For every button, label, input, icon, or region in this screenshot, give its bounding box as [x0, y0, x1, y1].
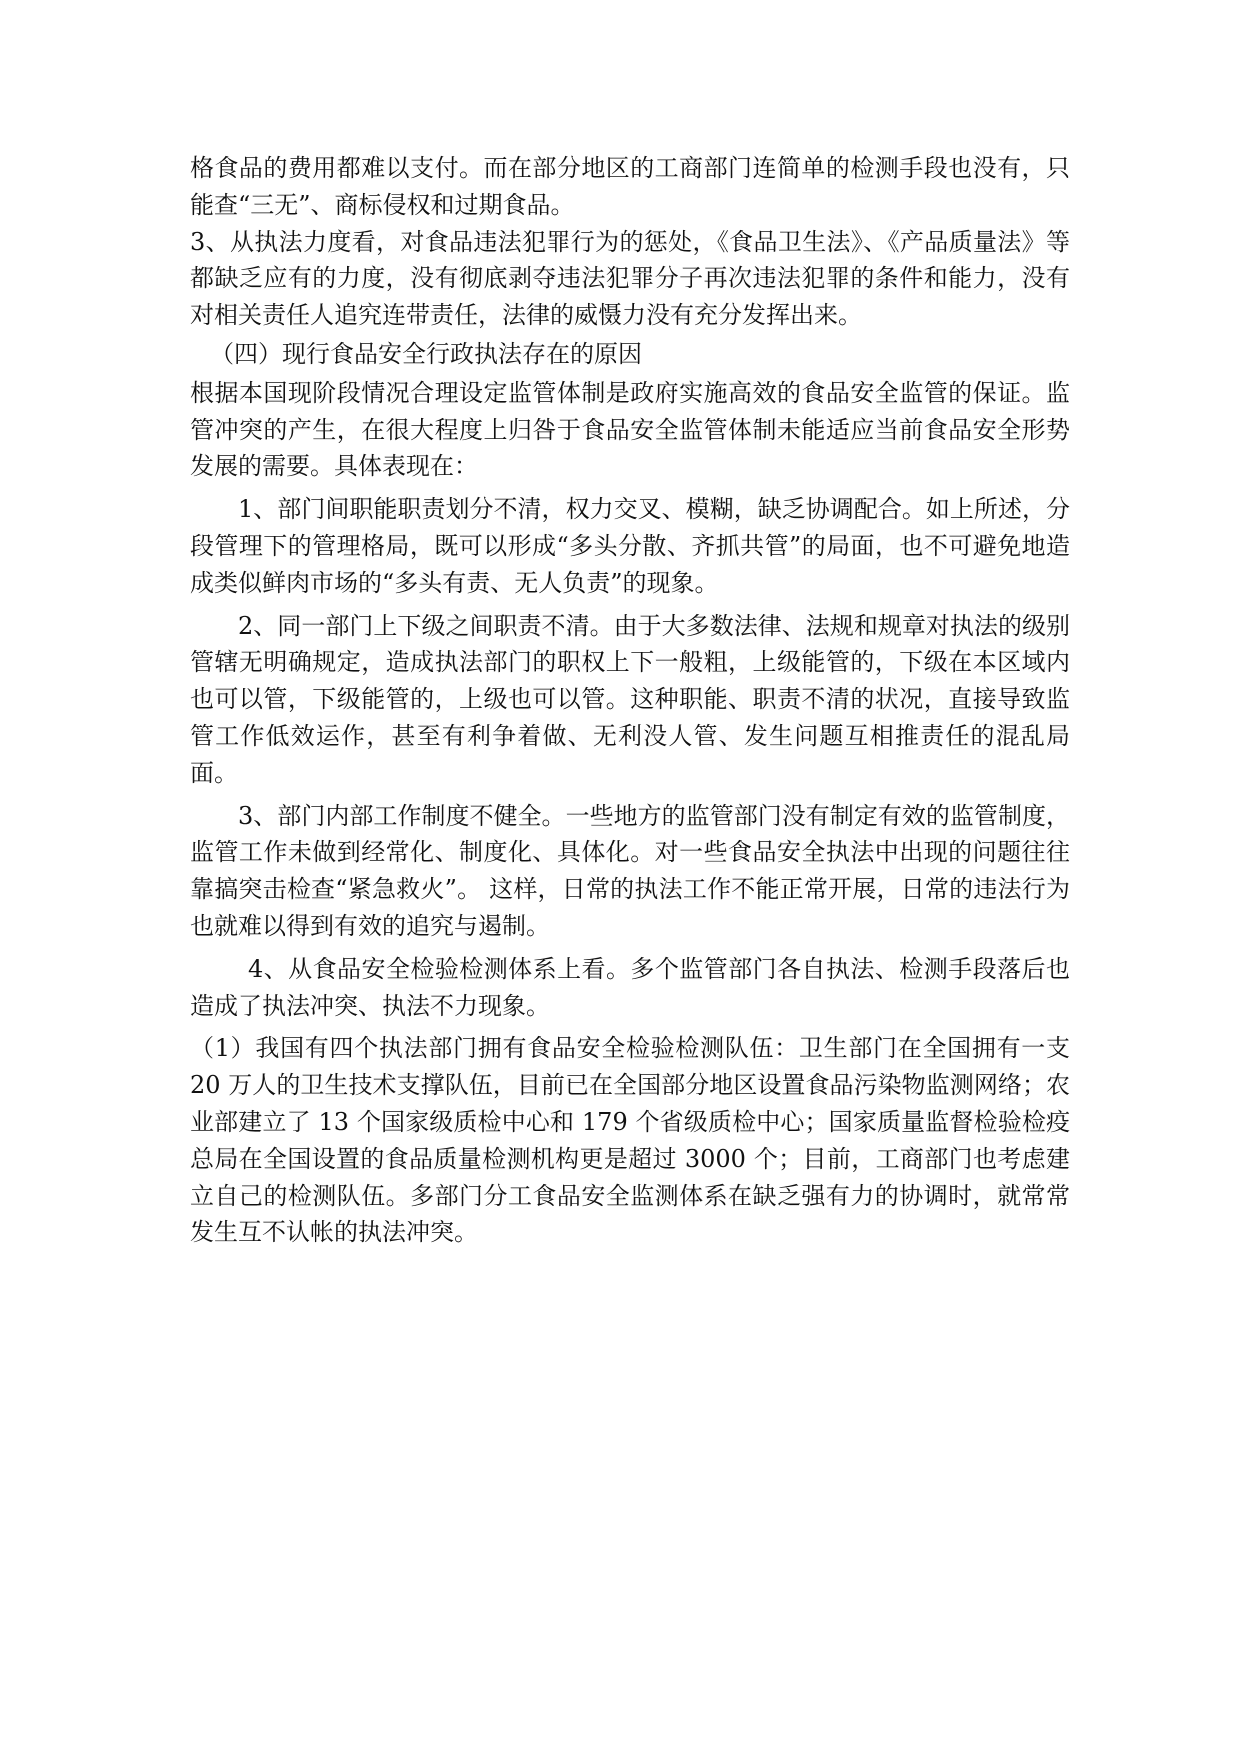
document-body	[190, 150, 1078, 1251]
paragraph-item-3: 3、部门内部工作制度不健全。一些地方的监管部门没有制定有效的监管制度，监管工作未做到经常化、制度化、具体化。对一些食品安全执法中出现的问题往往靠搞突击检查“紧急救火”。 这样，日常的执法工作不能正常开展，日常的违法行为也就难以得到有效的追究与遏制。	[190, 801, 1070, 940]
paragraph-continuation: 格食品的费用都难以支付。而在部分地区的工商部门连简单的检测手段也没有，只能查“三无”、商标侵权和过期食品。	[190, 154, 1070, 219]
paragraph-item-4: 4、从食品安全检验检测体系上看。多个监管部门各自执法、检测手段落后也造成了执法冲突、执法不力现象。	[190, 954, 1070, 1020]
section-heading-causes: （四）现行食品安全行政执法存在的原因	[210, 339, 642, 368]
paragraph-enforcement-strength: 3、从执法力度看，对食品违法犯罪行为的惩处，《食品卫生法》、《产品质量法》等都缺乏应有的力度，没有彻底剥夺违法犯罪分子再次违法犯罪的条件和能力，没有对相关责任人追究连带责任，法律的威慑力没有充分发挥出来。	[190, 227, 1070, 330]
paragraph-item-1: 1、部门间职能职责划分不清，权力交叉、模糊，缺乏协调配合。如上所述，分段管理下的管理格局，既可以形成“多头分散、齐抓共管”的局面，也不可避免地造成类似鲜肉市场的“多头有责、无人负责”的现象。	[190, 495, 1070, 597]
paragraph-supervision-system: 根据本国现阶段情况合理设定监管体制是政府实施高效的食品安全监管的保证。监管冲突的产生，在很大程度上归咎于食品安全监管体制未能适应当前食品安全形势发展的需要。具体表现在：	[190, 378, 1070, 481]
paragraph-subitem-1: （1）我国有四个执法部门拥有食品安全检验检测队伍：卫生部门在全国拥有一支 20 万人的卫生技术支撑队伍，目前已在全国部分地区设置食品污染物监测网络；农业部建立了 13 个国家级质检中心和 179 个省级质检中心；国家质量监督检验检疫总局在全国设置的食品质量检测机构更是超过 3000 个；目前，工商部门也考虑建立自己的检测队伍。多部门分工食品安全监测体系在缺乏强有力的协调时，就常常发生互不认帐的执法冲突。	[190, 1034, 1078, 1247]
paragraph-item-2: 2、同一部门上下级之间职责不清。由于大多数法律、法规和规章对执法的级别管辖无明确规定，造成执法部门的职权上下一般粗，上级能管的，下级在本区域内也可以管，下级能管的，上级也可以管。这种职能、职责不清的状况，直接导致监管工作低效运作，甚至有利争着做、无利没人管、发生问题互相推责任的混乱局面。	[190, 611, 1070, 787]
